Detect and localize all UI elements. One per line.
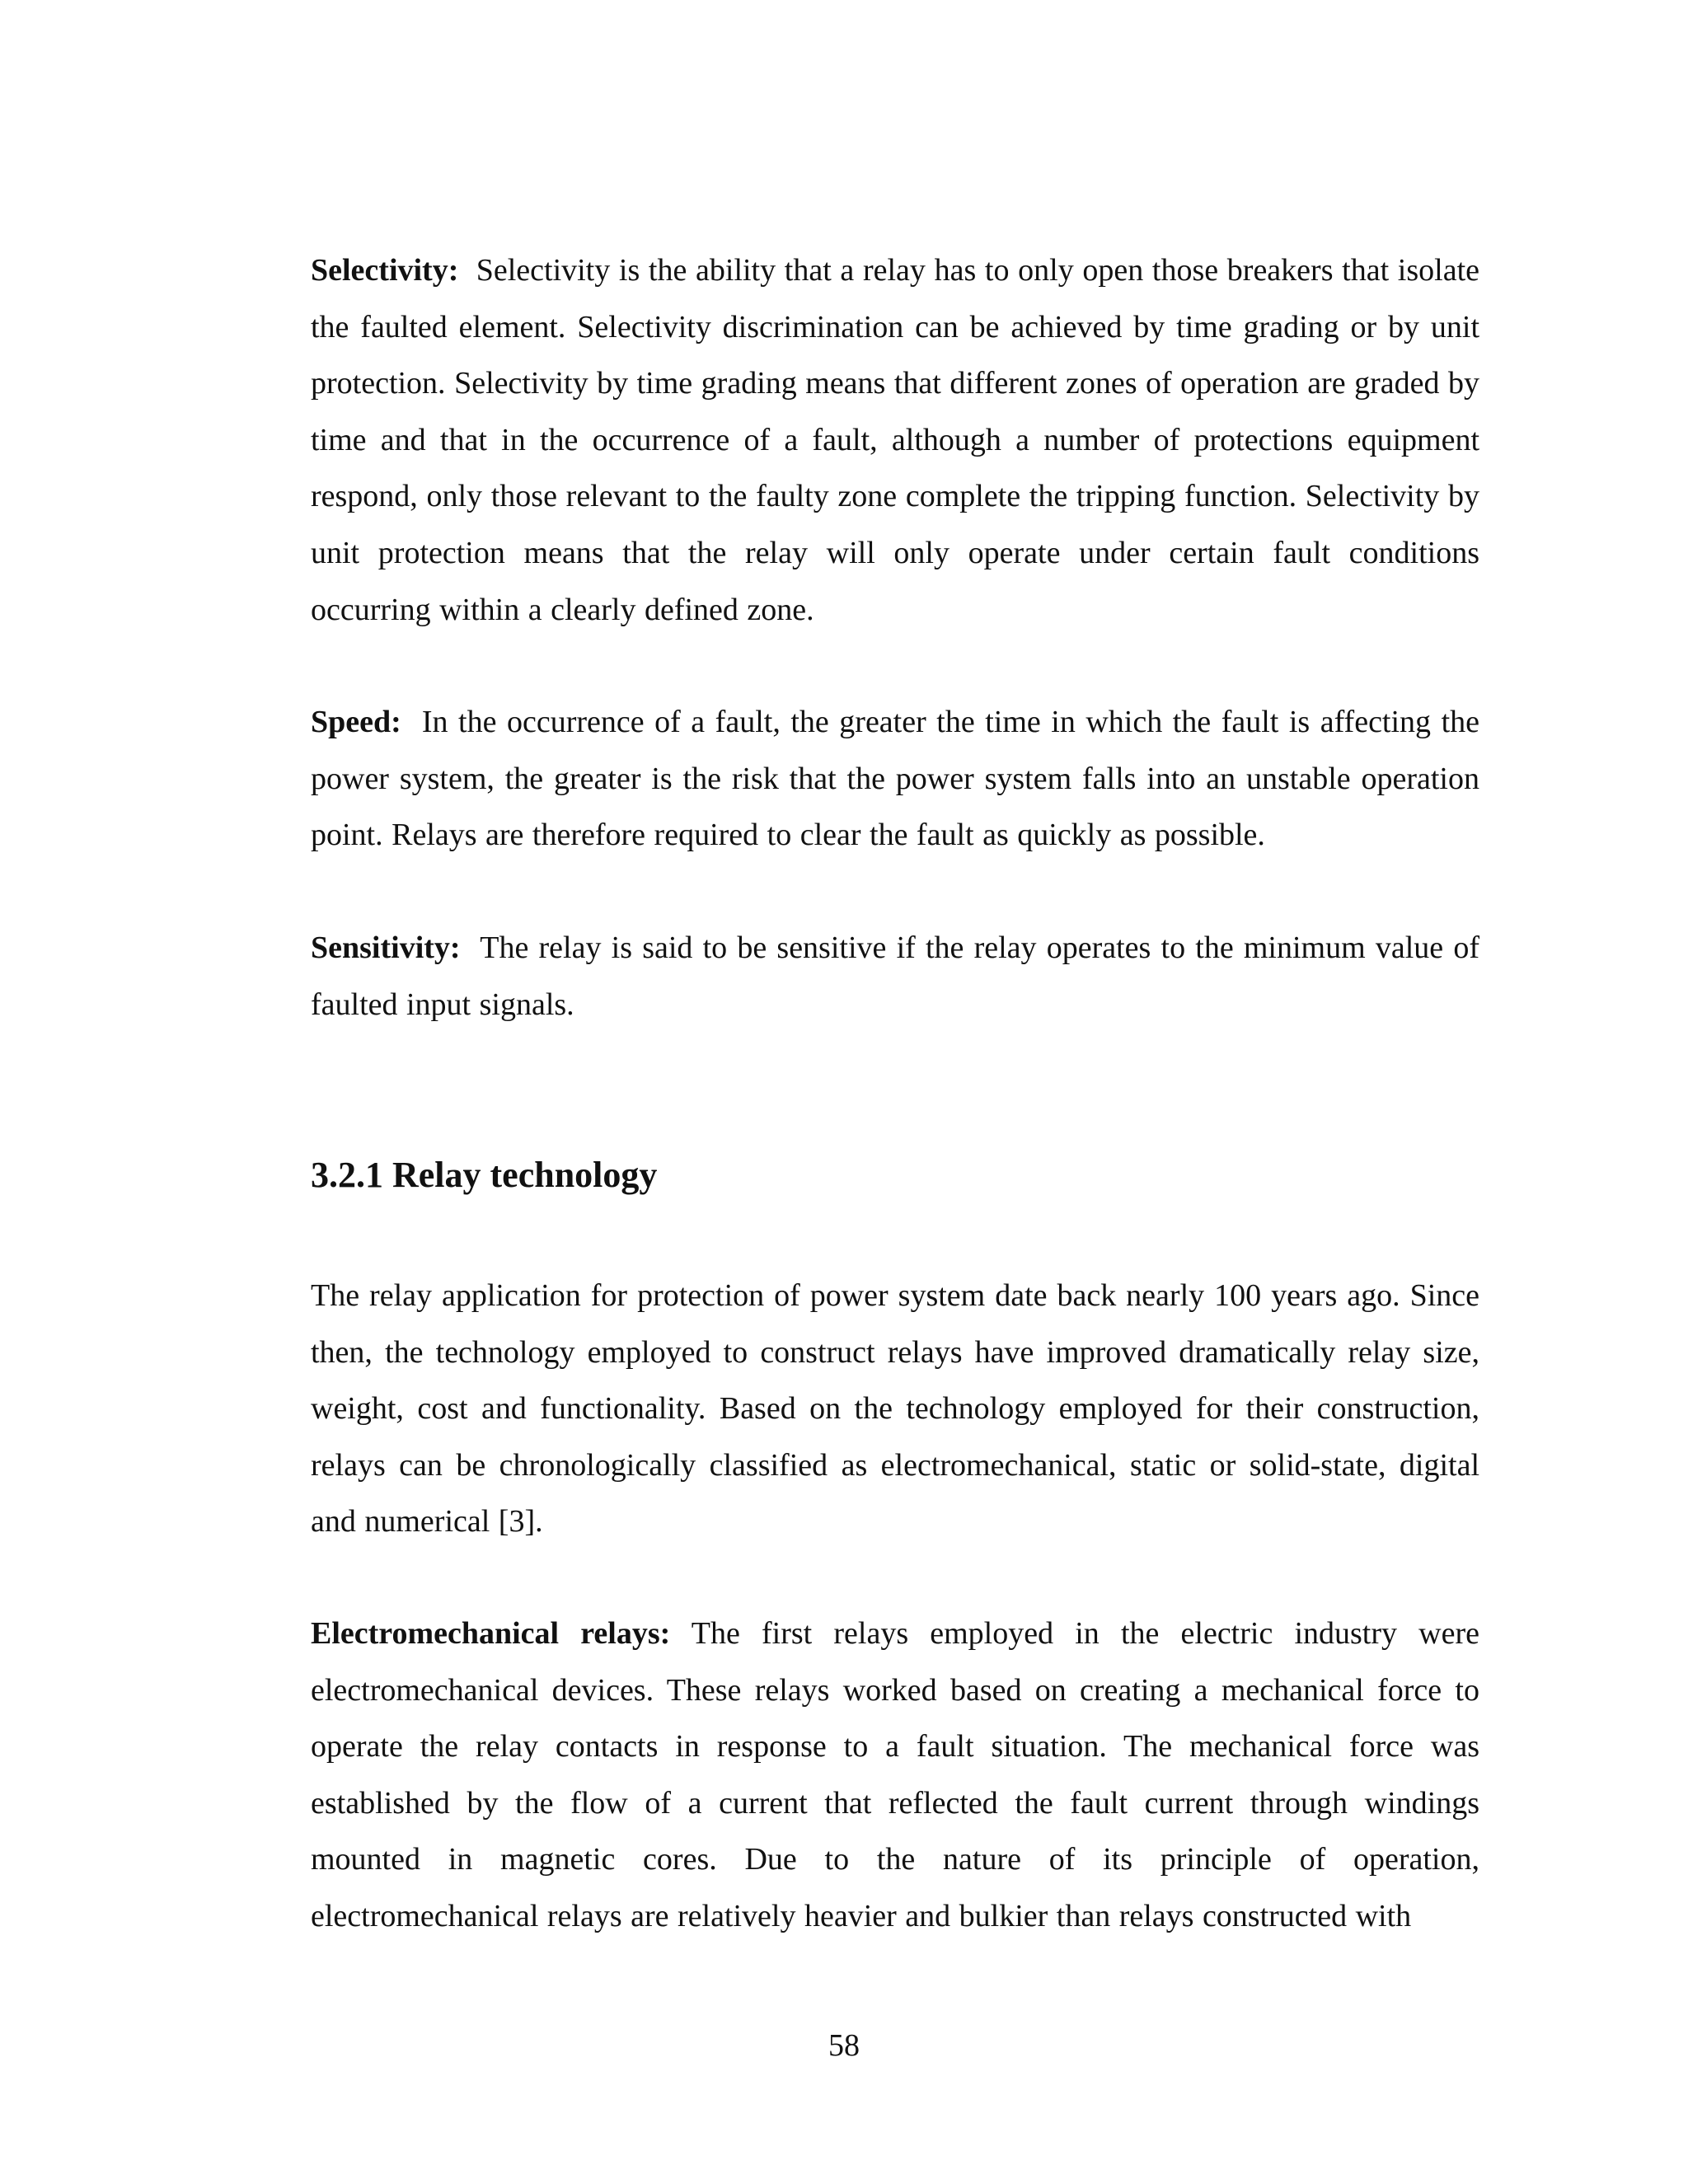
paragraph-body: The relay application for protection of power system date back nearly 100 years ago. Since then, the technology employed to construct relays have improved dramatically relay size, weight, cost and functionality. Based on the technology employed for their construction, relays can be chronologically classified as electromechanical, static or solid-state, digital and numerical [3]. <box>311 1278 1479 1540</box>
paragraph-body: The first relays employed in the electric industry were electromechanical devices. These relays worked based on creating a mechanical force to operate the relay contacts in response to a fault situation. The mechanical force was established by the flow of a current that reflected the fault current through windings mounted in magnetic cores. Due to the nature of its principle of operation, electromechanical relays are relatively heavier and bulkier than relays constructed with <box>311 1616 1479 1933</box>
paragraph-body: The relay is said to be sensitive if the relay operates to the minimum value of faulted input signals. <box>311 930 1479 1022</box>
term-speed: Speed: <box>311 705 401 739</box>
paragraph-body: Selectivity is the ability that a relay has to only open those breakers that isolate the faulted element. Selectivity discrimination can be achieved by time grading or by unit protection. Selectivity by time grading means that different zones of operation are graded by time and that in the occurrence of a fault, although a number of protections equipment respond, only those relevant to the faulty zone complete the tripping function. Selectivity by unit protection means that the relay will only operate under certain fault conditions occurring within a clearly defined zone. <box>311 253 1479 627</box>
paragraph-selectivity <box>311 242 1479 638</box>
paragraph-electromechanical <box>311 1605 1479 1945</box>
paragraph-sensitivity <box>311 920 1479 1033</box>
term-selectivity: Selectivity: <box>311 253 459 288</box>
term-electromechanical-relays: Electromechanical relays: <box>311 1616 671 1651</box>
paragraph-relay-technology <box>311 1268 1479 1550</box>
term-sensitivity: Sensitivity: <box>311 930 461 965</box>
section-heading: 3.2.1 Relay technology <box>311 1155 658 1195</box>
paragraph-body: In the occurrence of a fault, the greater the time in which the fault is affecting the power system, the greater is the risk that the power system falls into an unstable operation point. Relays are therefore required to clear the fault as quickly as possible. <box>311 705 1479 853</box>
page-number: 58 <box>828 2028 860 2063</box>
paragraph-speed <box>311 694 1479 864</box>
